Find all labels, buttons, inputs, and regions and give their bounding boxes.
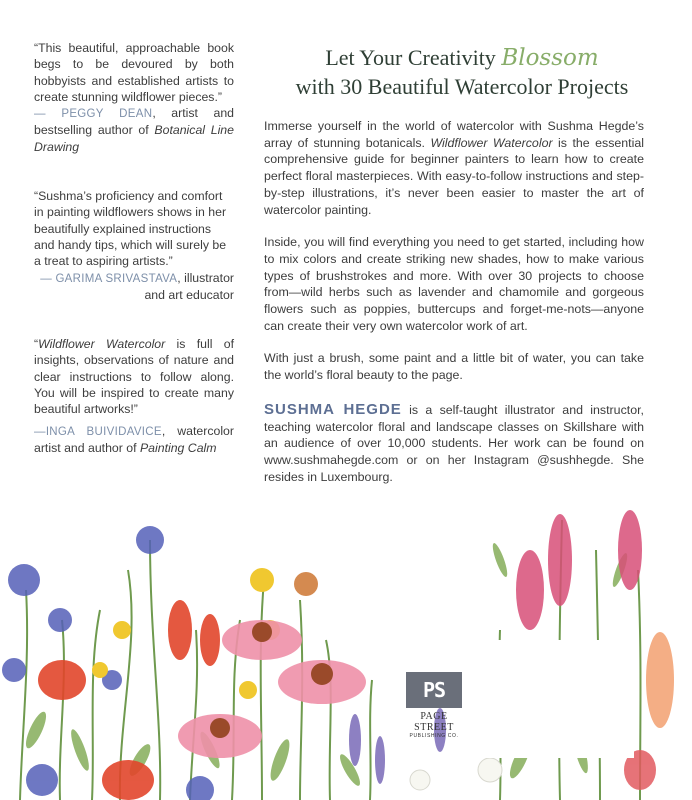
description-paragraph-2: Inside, you will find everything you need to get started, including how to mix colors and create striking new shades, how to make various types of brushstrokes and more. With over 30 projects to choose from—wild herbs such as lavender and chamomile and gorgeous flowers such as poppies, buttercups and forget-me-nots—anyone can create their very own watercolor work of art. — [264, 235, 644, 333]
author-name: SUSHMA HEGDE — [264, 400, 402, 418]
quote-body: is full of insights, observations of nature and clear instructions to follow along. You will be inspired to create many beautiful artworks!” — [34, 337, 235, 417]
endorsement-3 — [34, 336, 234, 456]
quote-text: “Sushma’s proficiency and comfort in painting wildflowers shows in her beautifully explained instructions and handy tips, which will surely be a treat to aspiring artists.” — [34, 189, 227, 269]
headline-text: Let Your Creativity — [325, 45, 502, 70]
quote-attribution — [34, 105, 234, 155]
quote-attribution — [34, 270, 234, 304]
description-paragraph-3: With just a brush, some paint and a little bit of water, you can take the world’s floral beauty to the page. — [264, 351, 644, 383]
endorsement-1 — [34, 40, 234, 155]
attrib-book: Painting Calm — [139, 440, 217, 455]
attrib-name: PEGGY DEAN — [61, 108, 153, 121]
endorsement-2 — [34, 188, 234, 303]
attrib-dash: — — [34, 425, 46, 438]
headline-line-1 — [262, 44, 662, 72]
headline — [262, 44, 662, 102]
pink-coneflowers — [178, 572, 366, 758]
attrib-role: , artist and bestselling author of — [34, 106, 234, 138]
white-daisies — [410, 758, 502, 790]
endorsements — [34, 40, 234, 456]
p1-book-title: Wildflower Watercolor — [430, 135, 553, 150]
quote-open: “ — [34, 337, 39, 352]
description — [264, 118, 644, 501]
attrib-dash: — — [40, 272, 53, 285]
author-bio — [264, 402, 644, 486]
barcode-area — [474, 640, 634, 758]
quote-text — [34, 336, 234, 417]
attrib-role: , watercolor artist and author of — [34, 423, 234, 455]
attrib-role: , illustrator and art educator — [144, 270, 234, 302]
p1-text: Immerse yourself in the world of watercolor with Sushma Hegde’s array of stunning botanicals. — [264, 119, 644, 150]
attrib-book: Botanical Line Drawing — [34, 123, 234, 154]
headline-script-word: Blossom — [501, 45, 599, 71]
description-paragraph-1 — [264, 118, 644, 218]
attrib-dash: — — [34, 108, 46, 121]
blue-cornflowers — [2, 526, 214, 800]
publisher-subtitle: PUBLISHING CO. — [409, 733, 459, 739]
author-bio-text: is a self-taught illustrator and instructor, teaching watercolor floral and landscape classes on Skillshare with an audience of over 10,000 students. Her work can be found on www.sushmahegde.com or on her Instagram @sushhegde. She resides in Luxembourg. — [264, 402, 644, 484]
p1-text-end: is the essential comprehensive guide for beginner painters to learn how to create perfect floral masterpieces. With easy-to-follow instructions and step-by-step illustrations, it’s never been easier to master the art of watercolor painting. — [264, 135, 645, 217]
quote-attribution — [34, 423, 234, 457]
quote-text: “This beautiful, approachable book begs to be devoured by both hobbyists and established artists to create stunning wildflower pieces.” — [34, 41, 234, 104]
headline-line-2: with 30 Beautiful Watercolor Projects — [295, 74, 629, 99]
attrib-name: GARIMA SRIVASTAVA — [55, 272, 178, 285]
attrib-name: INGA BUIVIDAVICE — [45, 425, 162, 438]
quote-book: Wildflower Watercolor — [38, 337, 166, 352]
publisher-name: PAGE STREET — [414, 711, 454, 733]
publisher-logo — [404, 672, 464, 740]
publisher-mark: PS — [406, 672, 462, 708]
